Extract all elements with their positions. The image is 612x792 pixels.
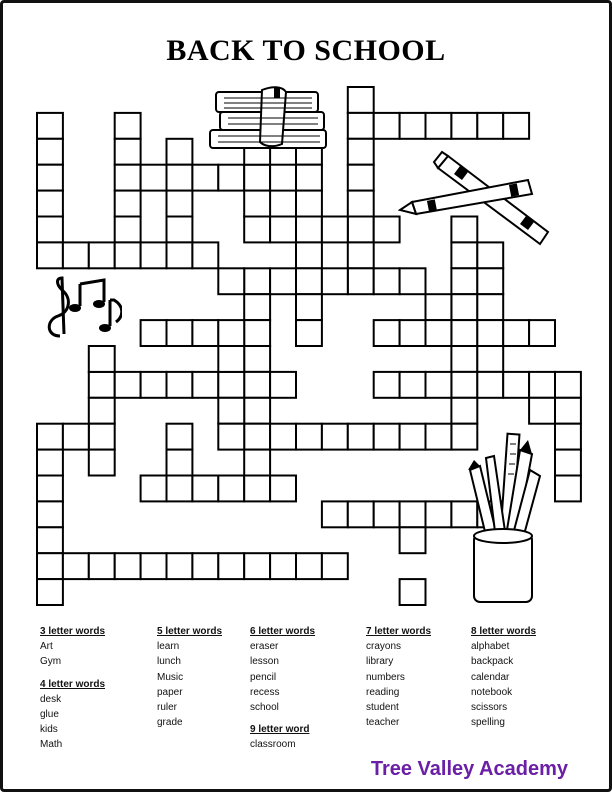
grid-cell[interactable] (400, 372, 426, 398)
grid-cell[interactable] (348, 268, 374, 294)
grid-cell[interactable] (37, 217, 63, 243)
grid-cell[interactable] (477, 372, 503, 398)
word-item: grade (157, 717, 183, 729)
grid-cell[interactable] (322, 501, 348, 527)
word-item: paper (157, 686, 183, 698)
grid-cell[interactable] (244, 346, 270, 372)
grid-cell[interactable] (167, 191, 193, 217)
grid-cell[interactable] (244, 398, 270, 424)
grid-cell[interactable] (451, 372, 477, 398)
grid-cell[interactable] (244, 320, 270, 346)
word-group-8-letters (471, 624, 536, 730)
grid-cell[interactable] (270, 424, 296, 450)
grid-cell[interactable] (555, 450, 581, 476)
grid-cell[interactable] (451, 320, 477, 346)
grid-cell[interactable] (115, 191, 141, 217)
books-icon (202, 84, 332, 156)
word-item: notebook (471, 686, 513, 698)
grid-cell[interactable] (167, 139, 193, 165)
grid-cell[interactable] (37, 527, 63, 553)
grid-cell[interactable] (89, 372, 115, 398)
grid-cell[interactable] (348, 165, 374, 191)
grid-cell[interactable] (374, 268, 400, 294)
grid-cell[interactable] (348, 242, 374, 268)
grid-cell[interactable] (322, 217, 348, 243)
grid-cell[interactable] (63, 242, 89, 268)
grid-cell[interactable] (426, 113, 452, 139)
word-group-6-letters (250, 624, 315, 753)
grid-cell[interactable] (296, 191, 322, 217)
grid-cell[interactable] (477, 346, 503, 372)
grid-cell[interactable] (167, 450, 193, 476)
grid-cell[interactable] (218, 165, 244, 191)
crayons-icon (398, 150, 568, 250)
grid-cell[interactable] (63, 553, 89, 579)
grid-cell[interactable] (218, 268, 244, 294)
grid-cell[interactable] (348, 87, 374, 113)
word-item: library (366, 656, 394, 668)
grid-cell[interactable] (451, 398, 477, 424)
grid-cell[interactable] (374, 372, 400, 398)
word-item: teacher (366, 717, 400, 729)
grid-cell[interactable] (244, 424, 270, 450)
grid-cell[interactable] (218, 320, 244, 346)
grid-cell[interactable] (37, 191, 63, 217)
grid-cell[interactable] (400, 424, 426, 450)
grid-cell[interactable] (374, 320, 400, 346)
grid-cell[interactable] (167, 476, 193, 502)
word-item: Math (40, 739, 63, 751)
grid-cell[interactable] (167, 320, 193, 346)
grid-cell[interactable] (296, 320, 322, 346)
word-item: pencil (250, 671, 277, 683)
grid-cell[interactable] (451, 113, 477, 139)
grid-cell[interactable] (37, 450, 63, 476)
word-item: learn (157, 641, 180, 653)
grid-cell[interactable] (503, 113, 529, 139)
grid-cell[interactable] (270, 372, 296, 398)
grid-cell[interactable] (167, 424, 193, 450)
grid-cell[interactable] (192, 320, 218, 346)
grid-cell[interactable] (89, 424, 115, 450)
grid-cell[interactable] (451, 346, 477, 372)
word-item: crayons (366, 641, 402, 653)
grid-cell[interactable] (115, 113, 141, 139)
grid-cell[interactable] (322, 553, 348, 579)
word-item: ruler (157, 702, 178, 714)
grid-cell[interactable] (296, 294, 322, 320)
word-item: desk (40, 693, 62, 705)
grid-cell[interactable] (37, 579, 63, 605)
grid-cell[interactable] (529, 398, 555, 424)
heading-6-letter-words: 6 letter words (250, 626, 316, 637)
heading-3-letter-words: 3 letter words (40, 626, 106, 637)
grid-cell[interactable] (426, 372, 452, 398)
word-item: lunch (157, 656, 181, 668)
grid-cell[interactable] (244, 294, 270, 320)
grid-cell[interactable] (555, 398, 581, 424)
grid-cell[interactable] (270, 476, 296, 502)
grid-cell[interactable] (477, 294, 503, 320)
grid-cell[interactable] (270, 165, 296, 191)
grid-cell[interactable] (322, 268, 348, 294)
grid-cell[interactable] (167, 165, 193, 191)
grid-cell[interactable] (218, 476, 244, 502)
word-item: kids (40, 724, 58, 736)
grid-cell[interactable] (115, 242, 141, 268)
pencil-cup-icon (460, 430, 550, 610)
grid-cell[interactable] (63, 424, 89, 450)
word-item: backpack (471, 656, 514, 668)
word-group-5-letters (157, 624, 222, 730)
grid-cell[interactable] (192, 372, 218, 398)
grid-cell[interactable] (244, 372, 270, 398)
word-item: eraser (250, 641, 279, 653)
grid-cell[interactable] (296, 553, 322, 579)
grid-cell[interactable] (348, 113, 374, 139)
grid-cell[interactable] (322, 424, 348, 450)
word-group-3-letters (40, 624, 105, 753)
grid-cell[interactable] (529, 372, 555, 398)
grid-cell[interactable] (348, 139, 374, 165)
grid-cell[interactable] (400, 268, 426, 294)
grid-cell[interactable] (218, 553, 244, 579)
word-item: school (250, 702, 279, 714)
grid-cell[interactable] (348, 501, 374, 527)
grid-cell[interactable] (348, 217, 374, 243)
grid-cell[interactable] (374, 217, 400, 243)
word-item: scissors (471, 702, 508, 714)
grid-cell[interactable] (503, 372, 529, 398)
brand-name: Tree Valley Academy (370, 758, 568, 780)
grid-cell[interactable] (296, 165, 322, 191)
grid-cell[interactable] (400, 501, 426, 527)
word-item: Art (40, 641, 53, 653)
heading-4-letter-words: 4 letter words (40, 678, 106, 690)
grid-cell[interactable] (400, 113, 426, 139)
grid-cell[interactable] (400, 320, 426, 346)
grid-cell[interactable] (555, 476, 581, 502)
grid-cell[interactable] (167, 553, 193, 579)
grid-cell[interactable] (89, 346, 115, 372)
grid-cell[interactable] (37, 501, 63, 527)
grid-cell[interactable] (192, 242, 218, 268)
grid-cell[interactable] (141, 165, 167, 191)
grid-cell[interactable] (89, 242, 115, 268)
grid-cell[interactable] (115, 217, 141, 243)
grid-cell[interactable] (115, 139, 141, 165)
word-item: numbers (366, 671, 405, 683)
grid-cell[interactable] (296, 242, 322, 268)
grid-cell[interactable] (374, 424, 400, 450)
grid-cell[interactable] (244, 191, 270, 217)
heading-7-letter-words: 7 letter words (366, 626, 432, 637)
grid-cell[interactable] (141, 553, 167, 579)
grid-cell[interactable] (141, 476, 167, 502)
grid-cell[interactable] (296, 424, 322, 450)
grid-cell[interactable] (451, 268, 477, 294)
grid-cell[interactable] (555, 424, 581, 450)
grid-cell[interactable] (218, 346, 244, 372)
grid-cell[interactable] (400, 527, 426, 553)
grid-cell[interactable] (218, 398, 244, 424)
grid-cell[interactable] (141, 320, 167, 346)
page-title: BACK TO SCHOOL (166, 34, 446, 67)
grid-cell[interactable] (37, 113, 63, 139)
word-item: calendar (471, 671, 510, 683)
grid-cell[interactable] (37, 553, 63, 579)
word-item: glue (40, 709, 59, 721)
grid-cell[interactable] (167, 372, 193, 398)
grid-cell[interactable] (348, 424, 374, 450)
grid-cell[interactable] (115, 372, 141, 398)
word-item: student (366, 702, 399, 714)
grid-cell[interactable] (244, 450, 270, 476)
word-item: spelling (471, 717, 505, 729)
grid-cell[interactable] (400, 579, 426, 605)
word-item: alphabet (471, 641, 510, 653)
word-item: recess (250, 686, 280, 698)
heading-9-letter-word: 9 letter word (250, 724, 310, 736)
grid-cell[interactable] (37, 242, 63, 268)
grid-cell[interactable] (244, 476, 270, 502)
heading-5-letter-words: 5 letter words (157, 626, 223, 637)
grid-cell[interactable] (451, 294, 477, 320)
grid-cell[interactable] (244, 165, 270, 191)
grid-cell[interactable] (477, 320, 503, 346)
grid-cell[interactable] (192, 476, 218, 502)
grid-cell[interactable] (426, 294, 452, 320)
word-group-7-letters (366, 624, 431, 730)
grid-cell[interactable] (296, 217, 322, 243)
heading-8-letter-words: 8 letter words (471, 626, 537, 637)
grid-cell[interactable] (141, 242, 167, 268)
grid-cell[interactable] (37, 476, 63, 502)
word-item: reading (366, 686, 400, 698)
grid-cell[interactable] (503, 320, 529, 346)
grid-cell[interactable] (115, 165, 141, 191)
word-item: lesson (250, 656, 279, 668)
word-item: Music (157, 671, 184, 683)
grid-cell[interactable] (89, 398, 115, 424)
grid-cell[interactable] (167, 242, 193, 268)
word-item: classroom (250, 739, 296, 751)
grid-cell[interactable] (348, 191, 374, 217)
grid-cell[interactable] (37, 139, 63, 165)
grid-cell[interactable] (192, 553, 218, 579)
grid-cell[interactable] (218, 372, 244, 398)
grid-cell[interactable] (192, 165, 218, 191)
grid-cell[interactable] (426, 320, 452, 346)
word-item: Gym (40, 656, 62, 668)
grid-cell[interactable] (37, 424, 63, 450)
grid-cell[interactable] (218, 424, 244, 450)
grid-cell[interactable] (244, 553, 270, 579)
grid-cell[interactable] (477, 268, 503, 294)
grid-cell[interactable] (141, 372, 167, 398)
grid-cell[interactable] (89, 450, 115, 476)
grid-cell[interactable] (244, 268, 270, 294)
grid-cell[interactable] (244, 217, 270, 243)
grid-cell[interactable] (374, 113, 400, 139)
grid-cell[interactable] (270, 268, 296, 294)
grid-cell[interactable] (529, 320, 555, 346)
grid-cell[interactable] (270, 553, 296, 579)
word-lists (0, 624, 612, 764)
grid-cell[interactable] (426, 424, 452, 450)
grid-cell[interactable] (477, 113, 503, 139)
grid-cell[interactable] (374, 501, 400, 527)
grid-cell[interactable] (167, 217, 193, 243)
grid-cell[interactable] (89, 553, 115, 579)
grid-cell[interactable] (270, 217, 296, 243)
music-notes-icon (42, 276, 122, 344)
grid-cell[interactable] (296, 268, 322, 294)
grid-cell[interactable] (115, 553, 141, 579)
grid-cell[interactable] (37, 165, 63, 191)
grid-cell[interactable] (426, 501, 452, 527)
grid-cell[interactable] (555, 372, 581, 398)
